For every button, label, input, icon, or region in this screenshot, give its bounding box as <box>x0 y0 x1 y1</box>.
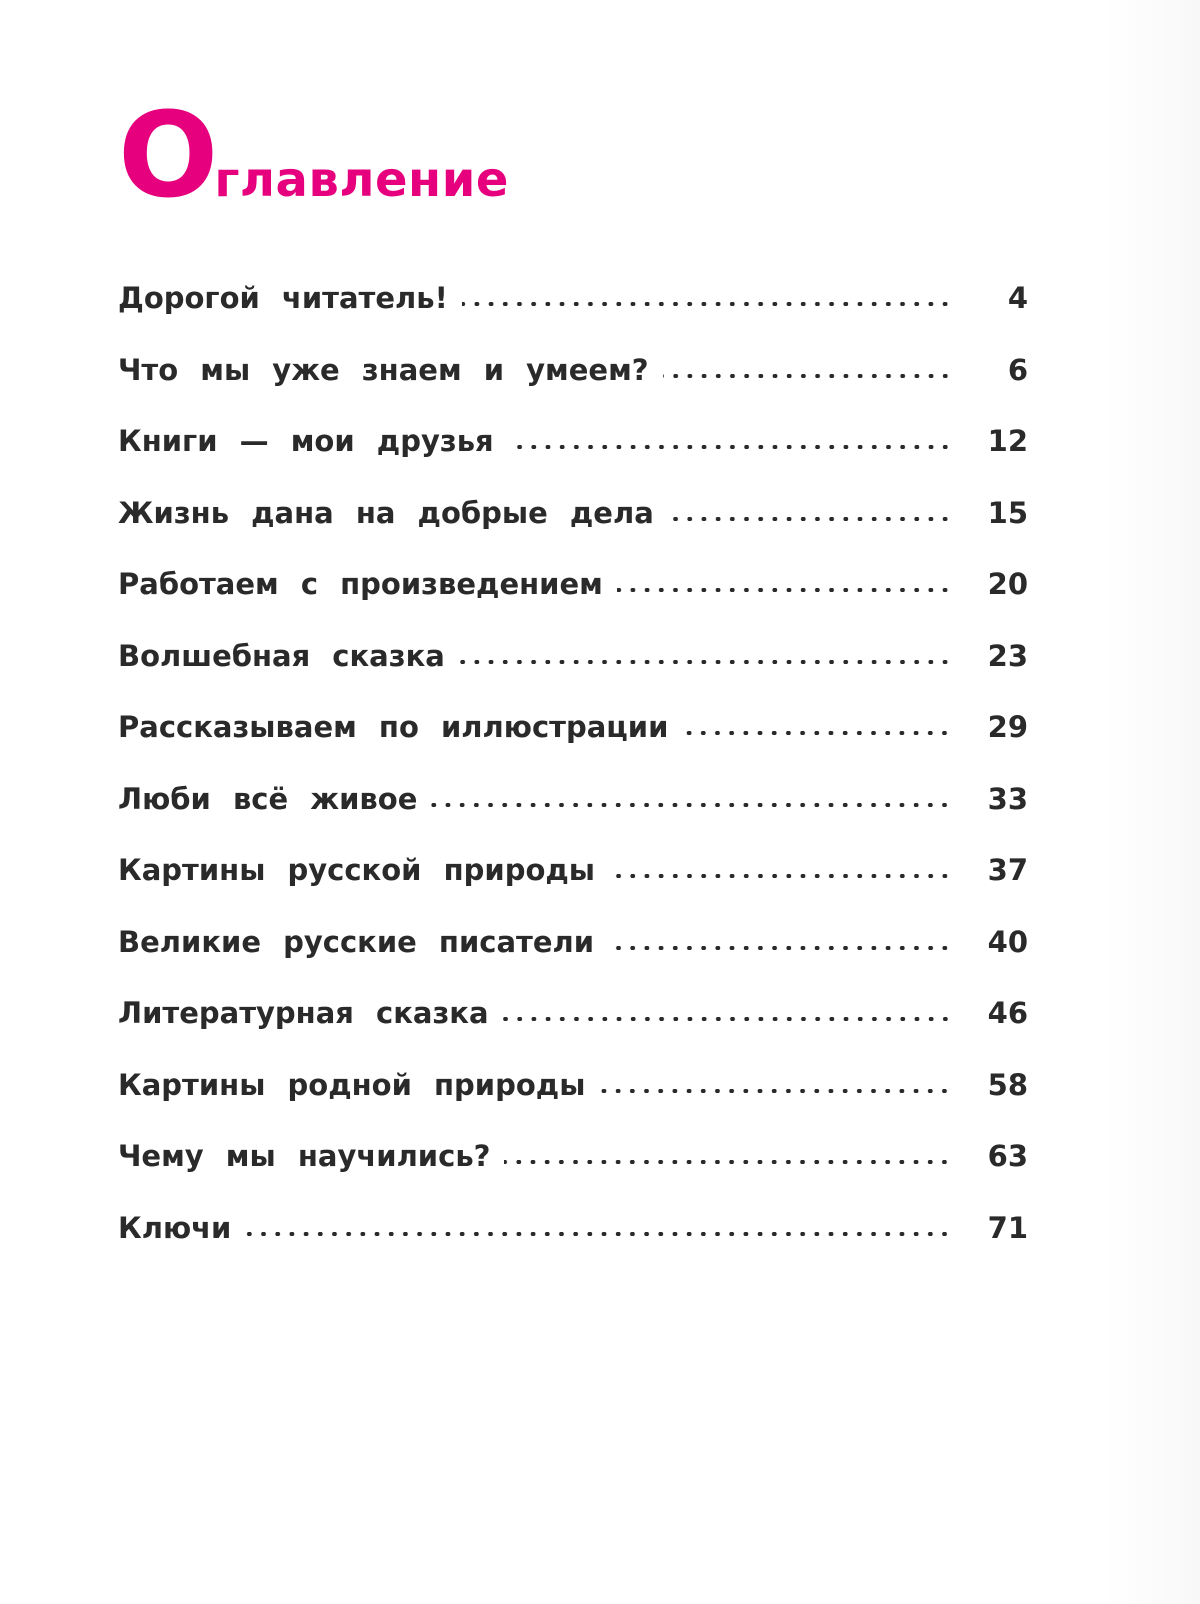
toc-entry-page-number: 4 <box>1007 281 1028 315</box>
toc-entry-page-number: 46 <box>987 996 1028 1030</box>
toc-dot-leader <box>503 1017 952 1021</box>
toc-dot-leader <box>668 517 952 521</box>
toc-dot-leader <box>245 1232 952 1236</box>
toc-entry[interactable] <box>118 496 1028 568</box>
page-title <box>118 86 509 224</box>
toc-entry-title: Книги — мои друзья <box>118 424 494 458</box>
toc-entry[interactable] <box>118 281 1028 353</box>
toc-dot-leader <box>608 946 952 950</box>
toc-entry-title: Литературная сказка <box>118 996 489 1030</box>
toc-dot-leader <box>504 1160 952 1164</box>
toc-dot-leader <box>609 874 952 878</box>
toc-dot-leader <box>663 374 952 378</box>
toc-dot-leader <box>682 731 952 735</box>
toc-entry[interactable] <box>118 424 1028 496</box>
toc-entry[interactable] <box>118 853 1028 925</box>
toc-entry-title: Картины русской природы <box>118 853 596 887</box>
toc-entry-title: Волшебная сказка <box>118 638 445 673</box>
toc-entry[interactable] <box>118 639 1028 711</box>
toc-dot-leader <box>508 445 952 449</box>
toc-entry[interactable] <box>118 1139 1028 1211</box>
toc-entry-page-number: 58 <box>987 1067 1028 1102</box>
toc-entry[interactable] <box>118 996 1028 1068</box>
toc-entry-title: Люби всё живое <box>118 781 418 816</box>
toc-entry-page-number: 33 <box>987 781 1028 816</box>
toc-entry-page-number: 40 <box>987 924 1028 959</box>
toc-dot-leader <box>462 302 952 306</box>
toc-entry-title: Что мы уже знаем и умеем? <box>118 352 649 387</box>
toc-entry-page-number: 6 <box>1007 352 1028 387</box>
toc-entry-page-number: 63 <box>987 1139 1028 1173</box>
toc-entry-title: Великие русские писатели <box>118 924 595 959</box>
toc-dot-leader <box>599 1089 952 1093</box>
toc-entry-title: Ключи <box>118 1210 232 1245</box>
toc-dot-leader <box>431 803 952 807</box>
toc-dot-leader <box>617 588 952 592</box>
toc-entry-title: Жизнь дана на добрые дела <box>118 495 654 530</box>
toc-entry[interactable] <box>118 925 1028 997</box>
toc-entry-title: Дорогой читатель! <box>118 281 448 315</box>
toc-entry-page-number: 12 <box>987 424 1028 458</box>
toc-entry[interactable] <box>118 1211 1028 1283</box>
toc-entry-title: Картины родной природы <box>118 1067 586 1102</box>
toc-entry-title: Чему мы научились? <box>118 1139 491 1173</box>
toc-entry-page-number: 20 <box>987 567 1028 601</box>
toc-entry-page-number: 23 <box>987 638 1028 673</box>
toc-entry[interactable] <box>118 710 1028 782</box>
table-of-contents <box>118 281 1028 1282</box>
toc-entry[interactable] <box>118 782 1028 854</box>
toc-entry[interactable] <box>118 1068 1028 1140</box>
toc-entry-page-number: 37 <box>987 853 1028 887</box>
title-rest-text: главление <box>214 152 509 208</box>
toc-entry-page-number: 29 <box>987 710 1028 744</box>
title-initial-letter: О <box>118 86 219 224</box>
toc-entry-page-number: 71 <box>987 1210 1028 1245</box>
toc-dot-leader <box>459 660 952 664</box>
toc-entry[interactable] <box>118 353 1028 425</box>
toc-entry-title: Рассказываем по иллюстрации <box>118 710 669 744</box>
toc-entry[interactable] <box>118 567 1028 639</box>
toc-entry-title: Работаем с произведением <box>118 567 603 601</box>
toc-entry-page-number: 15 <box>987 495 1028 530</box>
